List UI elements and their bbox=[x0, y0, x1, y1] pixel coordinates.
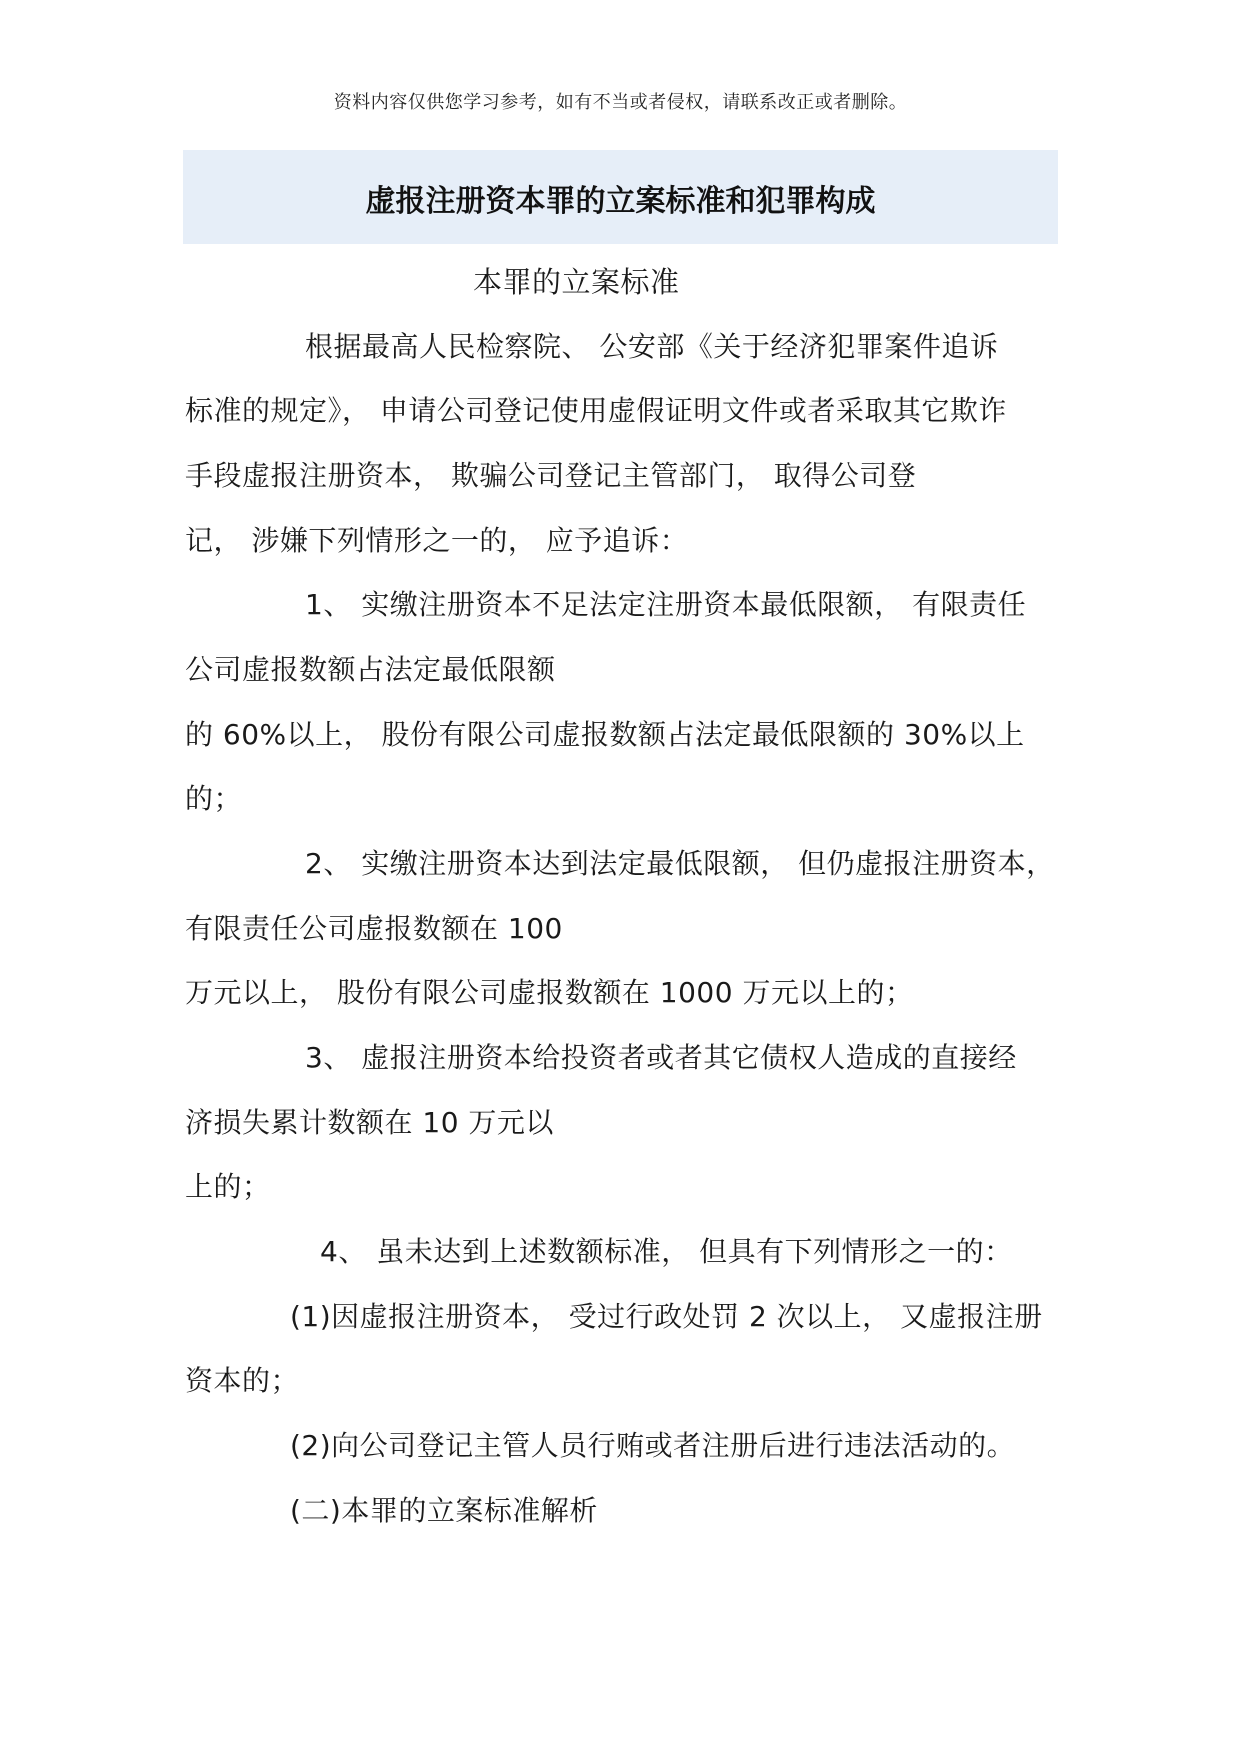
list-item-2-line: 2、 实缴注册资本达到法定最低限额， 但仍虚报注册资本， bbox=[305, 847, 1055, 880]
paragraph-line: 标准的规定》， 申请公司登记使用虚假证明文件或者采取其它欺诈 bbox=[185, 394, 1007, 427]
paragraph-line: 手段虚报注册资本， 欺骗公司登记主管部门， 取得公司登 bbox=[185, 459, 917, 492]
list-item-3-line: 3、 虚报注册资本给投资者或者其它债权人造成的直接经 bbox=[305, 1041, 1017, 1074]
document-title: 虚报注册资本罪的立案标准和犯罪构成 bbox=[365, 184, 876, 219]
list-item-4-line: 4、 虽未达到上述数额标准， 但具有下列情形之一的： bbox=[320, 1235, 1013, 1268]
title-banner bbox=[183, 150, 1058, 244]
list-item-3-line: 上的； bbox=[185, 1170, 271, 1203]
subsection-heading: (二)本罪的立案标准解析 bbox=[290, 1494, 598, 1527]
sub-item-1-line: 资本的； bbox=[185, 1364, 300, 1397]
list-item-2-line: 有限责任公司虚报数额在 100 bbox=[185, 912, 563, 945]
disclaimer-header: 资料内容仅供您学习参考，如有不当或者侵权，请联系改正或者删除。 bbox=[333, 92, 908, 113]
list-item-1-line: 的； bbox=[185, 782, 243, 815]
list-item-3-line: 济损失累计数额在 10 万元以 bbox=[185, 1106, 554, 1139]
list-item-1-line: 公司虚报数额占法定最低限额 bbox=[185, 653, 556, 686]
list-item-2-line: 万元以上， 股份有限公司虚报数额在 1000 万元以上的； bbox=[185, 976, 914, 1009]
list-item-1-line: 的 60%以上， 股份有限公司虚报数额占法定最低限额的 30%以上 bbox=[185, 718, 1025, 751]
list-item-1-line: 1、 实缴注册资本不足法定注册资本最低限额， 有限责任 bbox=[305, 588, 1027, 621]
sub-item-1-line: (1)因虚报注册资本， 受过行政处罚 2 次以上， 又虚报注册 bbox=[290, 1300, 1043, 1333]
section-heading: 本罪的立案标准 bbox=[473, 265, 680, 299]
paragraph-line: 根据最高人民检察院、 公安部《关于经济犯罪案件追诉 bbox=[305, 330, 999, 363]
paragraph-line: 记， 涉嫌下列情形之一的， 应予追诉： bbox=[185, 524, 689, 557]
sub-item-2-line: (2)向公司登记主管人员行贿或者注册后进行违法活动的。 bbox=[290, 1429, 1016, 1462]
